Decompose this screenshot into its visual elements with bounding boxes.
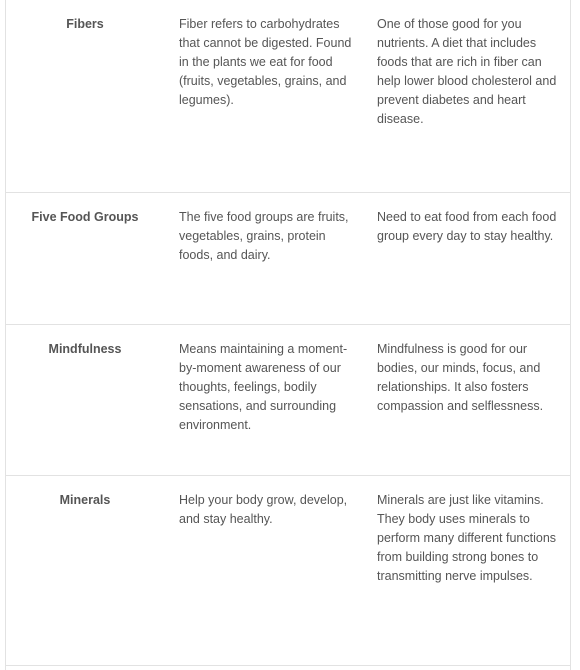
- definition-cell: Help your body grow, develop, and stay healthy.: [179, 493, 348, 526]
- term-cell: Fibers: [66, 17, 104, 31]
- definition-cell: Fiber refers to carbohydrates that cannot be digested. Found in the plants we eat for food (fruits, vegetables, grains, and legumes).: [179, 17, 352, 107]
- table-row: [6, 325, 570, 476]
- importance-cell: One of those good for you nutrients. A diet that includes foods that are rich in fiber can help lower blood cholesterol and prevent diabetes and heart disease.: [377, 17, 557, 126]
- definition-cell: The five food groups are fruits, vegetables, grains, protein foods, and dairy.: [179, 210, 349, 262]
- importance-cell: Minerals are just like vitamins. They body uses minerals to perform many different functions from building strong bones to transmitting nerve impulses.: [377, 493, 557, 583]
- table-row: [6, 193, 570, 325]
- table-row: [6, 0, 570, 193]
- term-cell: Minerals: [59, 493, 111, 507]
- importance-cell: Need to eat food from each food group every day to stay healthy.: [377, 210, 557, 243]
- term-cell: Mindfulness: [48, 342, 122, 356]
- importance-cell: Mindfulness is good for our bodies, our minds, focus, and relationships. It also fosters compassion and selflessness.: [377, 342, 544, 413]
- definition-cell: Means maintaining a moment-by-moment awareness of our thoughts, feelings, bodily sensations, and surrounding environment.: [179, 342, 348, 432]
- table-row: [6, 476, 570, 666]
- term-cell: Five Food Groups: [31, 210, 139, 224]
- glossary-table: [5, 0, 571, 670]
